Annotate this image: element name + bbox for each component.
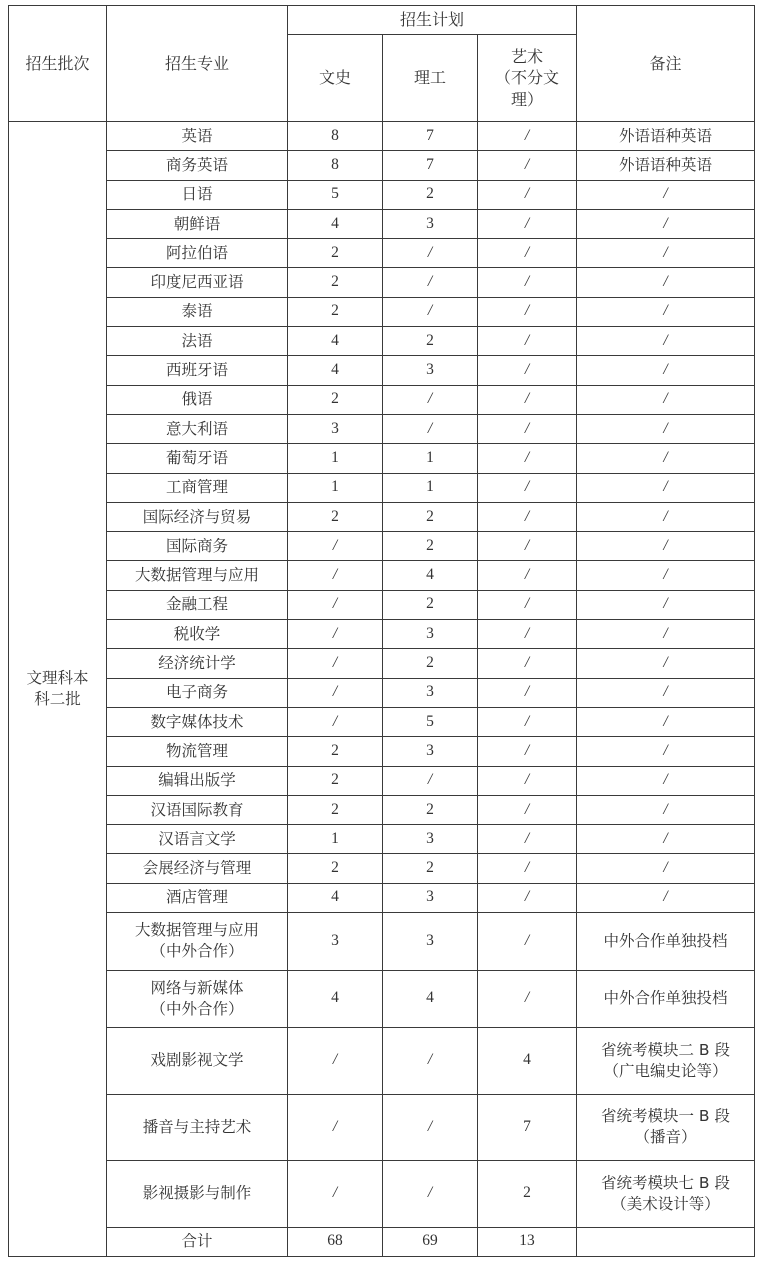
- table-row: [9, 532, 755, 561]
- batch-cell: [9, 122, 107, 1257]
- ligong-cell: 1: [383, 473, 478, 502]
- wenshi-cell: 1: [288, 825, 383, 854]
- batch-label: 文理科本科二批: [26, 668, 89, 708]
- remark-cell: /: [577, 766, 755, 795]
- remark-cell: /: [577, 502, 755, 531]
- remark-cell: /: [577, 825, 755, 854]
- ligong-cell: 3: [383, 825, 478, 854]
- major-cell: 汉语言文学: [107, 825, 288, 854]
- art-cell: /: [478, 209, 577, 238]
- remark-cell: 中外合作单独投档: [577, 913, 755, 971]
- remark-cell: /: [577, 414, 755, 443]
- wenshi-cell: 4: [288, 970, 383, 1028]
- table-row: [9, 737, 755, 766]
- remark-cell: /: [577, 356, 755, 385]
- header-plan-group: 招生计划: [288, 6, 577, 35]
- major-cell: 泰语: [107, 297, 288, 326]
- table-row: [9, 356, 755, 385]
- art-cell: /: [478, 385, 577, 414]
- wenshi-cell: /: [288, 1161, 383, 1228]
- total-label: 合计: [107, 1227, 288, 1256]
- table-row: [9, 620, 755, 649]
- table-row: [9, 795, 755, 824]
- wenshi-cell: /: [288, 678, 383, 707]
- wenshi-cell: 1: [288, 444, 383, 473]
- wenshi-cell: 2: [288, 502, 383, 531]
- art-cell: /: [478, 970, 577, 1028]
- ligong-cell: 2: [383, 327, 478, 356]
- ligong-cell: /: [383, 414, 478, 443]
- art-cell: /: [478, 854, 577, 883]
- table-row: [9, 502, 755, 531]
- ligong-cell: 3: [383, 356, 478, 385]
- remark-cell: /: [577, 561, 755, 590]
- remark-cell: /: [577, 795, 755, 824]
- art-cell: 7: [478, 1094, 577, 1161]
- table-row: [9, 561, 755, 590]
- wenshi-cell: /: [288, 1028, 383, 1095]
- remark-cell: 省统考模块一 B 段 （播音）: [577, 1094, 755, 1161]
- remark-cell: /: [577, 268, 755, 297]
- art-cell: /: [478, 590, 577, 619]
- remark-cell: /: [577, 209, 755, 238]
- art-cell: /: [478, 795, 577, 824]
- major-cell: 金融工程: [107, 590, 288, 619]
- wenshi-cell: 4: [288, 209, 383, 238]
- major-cell: 汉语国际教育: [107, 795, 288, 824]
- remark-cell: 中外合作单独投档: [577, 970, 755, 1028]
- major-cell: 电子商务: [107, 678, 288, 707]
- ligong-cell: /: [383, 1028, 478, 1095]
- art-cell: /: [478, 297, 577, 326]
- major-cell: 经济统计学: [107, 649, 288, 678]
- ligong-cell: 2: [383, 532, 478, 561]
- table-row: [9, 444, 755, 473]
- table-row: [9, 268, 755, 297]
- ligong-cell: 2: [383, 854, 478, 883]
- remark-cell: /: [577, 473, 755, 502]
- major-cell: 俄语: [107, 385, 288, 414]
- art-cell: /: [478, 825, 577, 854]
- remark-cell: /: [577, 854, 755, 883]
- art-cell: /: [478, 444, 577, 473]
- major-cell: 大数据管理与应用: [107, 561, 288, 590]
- table-row-coop: [9, 913, 755, 971]
- major-cell: 播音与主持艺术: [107, 1094, 288, 1161]
- ligong-cell: 3: [383, 620, 478, 649]
- remark-cell: /: [577, 620, 755, 649]
- table-row: [9, 707, 755, 736]
- ligong-cell: 3: [383, 913, 478, 971]
- remark-cell: /: [577, 327, 755, 356]
- wenshi-cell: 2: [288, 297, 383, 326]
- table-row: [9, 854, 755, 883]
- wenshi-cell: 2: [288, 854, 383, 883]
- art-cell: /: [478, 268, 577, 297]
- remark-cell: /: [577, 649, 755, 678]
- art-cell: /: [478, 737, 577, 766]
- remark-cell: /: [577, 239, 755, 268]
- major-cell: 葡萄牙语: [107, 444, 288, 473]
- major-cell: 税收学: [107, 620, 288, 649]
- wenshi-cell: /: [288, 532, 383, 561]
- major-cell: 意大利语: [107, 414, 288, 443]
- table-row: [9, 327, 755, 356]
- major-cell: 酒店管理: [107, 883, 288, 912]
- total-wenshi: 68: [288, 1227, 383, 1256]
- ligong-cell: 2: [383, 590, 478, 619]
- wenshi-cell: /: [288, 590, 383, 619]
- art-cell: /: [478, 414, 577, 443]
- remark-cell: 外语语种英语: [577, 151, 755, 180]
- table-row: [9, 122, 755, 151]
- remark-cell: /: [577, 737, 755, 766]
- table-row: [9, 239, 755, 268]
- header-major: 招生专业: [107, 6, 288, 122]
- ligong-cell: /: [383, 297, 478, 326]
- total-ligong: 69: [383, 1227, 478, 1256]
- wenshi-cell: 4: [288, 327, 383, 356]
- major-cell: 英语: [107, 122, 288, 151]
- wenshi-cell: /: [288, 1094, 383, 1161]
- ligong-cell: 4: [383, 970, 478, 1028]
- remark-cell: 省统考模块二 B 段 （广电编史论等）: [577, 1028, 755, 1095]
- major-cell: 网络与新媒体 （中外合作）: [107, 970, 288, 1028]
- table-row-art: [9, 1028, 755, 1095]
- major-cell: 西班牙语: [107, 356, 288, 385]
- major-cell: 法语: [107, 327, 288, 356]
- ligong-cell: /: [383, 239, 478, 268]
- table-row: [9, 297, 755, 326]
- major-cell: 阿拉伯语: [107, 239, 288, 268]
- art-cell: /: [478, 327, 577, 356]
- remark-cell: /: [577, 678, 755, 707]
- table-row: [9, 180, 755, 209]
- remark-cell: 外语语种英语: [577, 122, 755, 151]
- table-row: [9, 678, 755, 707]
- art-cell: /: [478, 502, 577, 531]
- ligong-cell: /: [383, 385, 478, 414]
- art-cell: /: [478, 707, 577, 736]
- header-remarks: 备注: [577, 6, 755, 122]
- total-row: [9, 1227, 755, 1256]
- remark-cell: /: [577, 590, 755, 619]
- ligong-cell: /: [383, 766, 478, 795]
- wenshi-cell: 2: [288, 239, 383, 268]
- wenshi-cell: 2: [288, 268, 383, 297]
- ligong-cell: 5: [383, 707, 478, 736]
- major-cell: 大数据管理与应用 （中外合作）: [107, 913, 288, 971]
- table-row: [9, 385, 755, 414]
- major-cell: 物流管理: [107, 737, 288, 766]
- art-cell: /: [478, 239, 577, 268]
- remark-cell: /: [577, 444, 755, 473]
- wenshi-cell: /: [288, 707, 383, 736]
- remark-cell: /: [577, 532, 755, 561]
- art-cell: /: [478, 356, 577, 385]
- wenshi-cell: 8: [288, 151, 383, 180]
- header-row-1: [9, 6, 755, 35]
- art-cell: /: [478, 649, 577, 678]
- art-cell: /: [478, 561, 577, 590]
- wenshi-cell: 3: [288, 913, 383, 971]
- art-cell: /: [478, 883, 577, 912]
- major-cell: 工商管理: [107, 473, 288, 502]
- ligong-cell: 2: [383, 649, 478, 678]
- ligong-cell: 3: [383, 883, 478, 912]
- remark-cell: /: [577, 385, 755, 414]
- art-cell: 4: [478, 1028, 577, 1095]
- remark-cell: /: [577, 297, 755, 326]
- ligong-cell: 2: [383, 795, 478, 824]
- remark-cell: 省统考模块七 B 段 （美术设计等）: [577, 1161, 755, 1228]
- wenshi-cell: /: [288, 649, 383, 678]
- ligong-cell: 3: [383, 737, 478, 766]
- wenshi-cell: 2: [288, 795, 383, 824]
- major-cell: 朝鲜语: [107, 209, 288, 238]
- major-cell: 国际经济与贸易: [107, 502, 288, 531]
- wenshi-cell: 1: [288, 473, 383, 502]
- art-cell: /: [478, 620, 577, 649]
- table-row: [9, 414, 755, 443]
- major-cell: 编辑出版学: [107, 766, 288, 795]
- table-row: [9, 649, 755, 678]
- total-remark: [577, 1227, 755, 1256]
- header-ligong: 理工: [383, 35, 478, 122]
- major-cell: 戏剧影视文学: [107, 1028, 288, 1095]
- wenshi-cell: 2: [288, 737, 383, 766]
- header-wenshi: 文史: [288, 35, 383, 122]
- table-row: [9, 151, 755, 180]
- ligong-cell: 1: [383, 444, 478, 473]
- wenshi-cell: /: [288, 620, 383, 649]
- wenshi-cell: 4: [288, 356, 383, 385]
- art-cell: /: [478, 122, 577, 151]
- wenshi-cell: 4: [288, 883, 383, 912]
- ligong-cell: 4: [383, 561, 478, 590]
- enrollment-plan-table: [8, 5, 755, 1257]
- major-cell: 国际商务: [107, 532, 288, 561]
- wenshi-cell: 3: [288, 414, 383, 443]
- header-batch: 招生批次: [9, 6, 107, 122]
- ligong-cell: 7: [383, 122, 478, 151]
- ligong-cell: 2: [383, 502, 478, 531]
- remark-cell: /: [577, 883, 755, 912]
- art-cell: /: [478, 151, 577, 180]
- table-row: [9, 473, 755, 502]
- table-row: [9, 825, 755, 854]
- wenshi-cell: 8: [288, 122, 383, 151]
- major-cell: 影视摄影与制作: [107, 1161, 288, 1228]
- major-cell: 商务英语: [107, 151, 288, 180]
- table-row: [9, 766, 755, 795]
- art-cell: /: [478, 766, 577, 795]
- wenshi-cell: /: [288, 561, 383, 590]
- table-row-coop: [9, 970, 755, 1028]
- major-cell: 数字媒体技术: [107, 707, 288, 736]
- art-cell: /: [478, 913, 577, 971]
- table-row-art: [9, 1094, 755, 1161]
- ligong-cell: 7: [383, 151, 478, 180]
- ligong-cell: 2: [383, 180, 478, 209]
- ligong-cell: /: [383, 268, 478, 297]
- art-cell: /: [478, 180, 577, 209]
- table-row-art: [9, 1161, 755, 1228]
- major-cell: 日语: [107, 180, 288, 209]
- art-cell: /: [478, 473, 577, 502]
- header-art: 艺术 （不分文 理）: [478, 35, 577, 122]
- wenshi-cell: 2: [288, 385, 383, 414]
- table-row: [9, 209, 755, 238]
- major-cell: 会展经济与管理: [107, 854, 288, 883]
- total-art: 13: [478, 1227, 577, 1256]
- ligong-cell: 3: [383, 209, 478, 238]
- remark-cell: /: [577, 707, 755, 736]
- ligong-cell: 3: [383, 678, 478, 707]
- art-cell: 2: [478, 1161, 577, 1228]
- table-row: [9, 883, 755, 912]
- ligong-cell: /: [383, 1161, 478, 1228]
- ligong-cell: /: [383, 1094, 478, 1161]
- remark-cell: /: [577, 180, 755, 209]
- art-cell: /: [478, 532, 577, 561]
- art-cell: /: [478, 678, 577, 707]
- wenshi-cell: 2: [288, 766, 383, 795]
- table-row: [9, 590, 755, 619]
- wenshi-cell: 5: [288, 180, 383, 209]
- major-cell: 印度尼西亚语: [107, 268, 288, 297]
